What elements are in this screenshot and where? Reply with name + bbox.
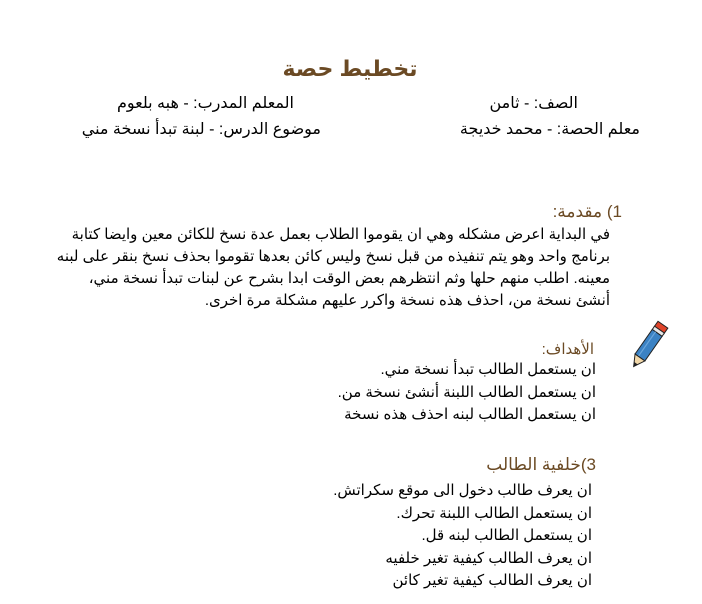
trainer-teacher-label: المعلم المدرب: - هبه بلعوم <box>116 95 294 112</box>
student-background-list <box>333 480 592 593</box>
goal-item: ان يستعمل الطالب لبنه احذف هذه نسخة <box>344 406 596 423</box>
lesson-topic-label: موضوع الدرس: - لبنة تبدأ نسخة مني <box>81 121 321 138</box>
background-item: ان يستعمل الطالب لبنه قل. <box>421 527 592 544</box>
page-title: تخطيط حصة <box>282 56 418 81</box>
goals-list <box>338 359 596 427</box>
background-item: ان يعرف الطالب كيفية تغير كائن <box>392 572 592 589</box>
intro-line: في البداية اعرض مشكله وهي ان يقوموا الطلاب بعمل عدة نسخ للكائن معين وايضا كتابة <box>71 226 610 243</box>
background-item: ان يعرف الطالب كيفية تغير خلفيه <box>385 549 592 567</box>
goals-heading: الأهداف: <box>541 341 594 358</box>
background-item: ان يعرف طالب دخول الى موقع سكراتش. <box>333 482 592 499</box>
intro-line: أنشئ نسخة من، احذف هذه نسخة واكرر عليهم مشكلة مرة اخرى. <box>204 292 610 309</box>
intro-line: برنامج واحد وهو يتم تنفيذه من قبل نسخ وليس كائن بعدها تقوموا بحذف نسخ بنقر على لبنه <box>56 248 610 265</box>
intro-paragraph <box>30 224 610 312</box>
student-background-heading: 3)خلفية الطالب <box>486 455 596 474</box>
goal-item: ان يستعمل الطالب اللبنة أنشئ نسخة من. <box>337 383 596 401</box>
goal-item: ان يستعمل الطالب تبدأ نسخة مني. <box>380 361 596 378</box>
intro-heading: 1) مقدمة: <box>552 202 622 221</box>
background-item: ان يستعمل الطالب اللبنة تحرك. <box>396 504 592 522</box>
intro-line: معينه. اطلب منهم حلها وثم انتظرهم بعض الوقت ابدا بشرح عن لبنات تبدأ نسخة مني، <box>88 270 610 287</box>
pencil-icon <box>626 318 670 374</box>
class-teacher-label: معلم الحصة: - محمد خديجة <box>459 121 640 138</box>
grade-label: الصف: - ثامن <box>489 95 578 112</box>
